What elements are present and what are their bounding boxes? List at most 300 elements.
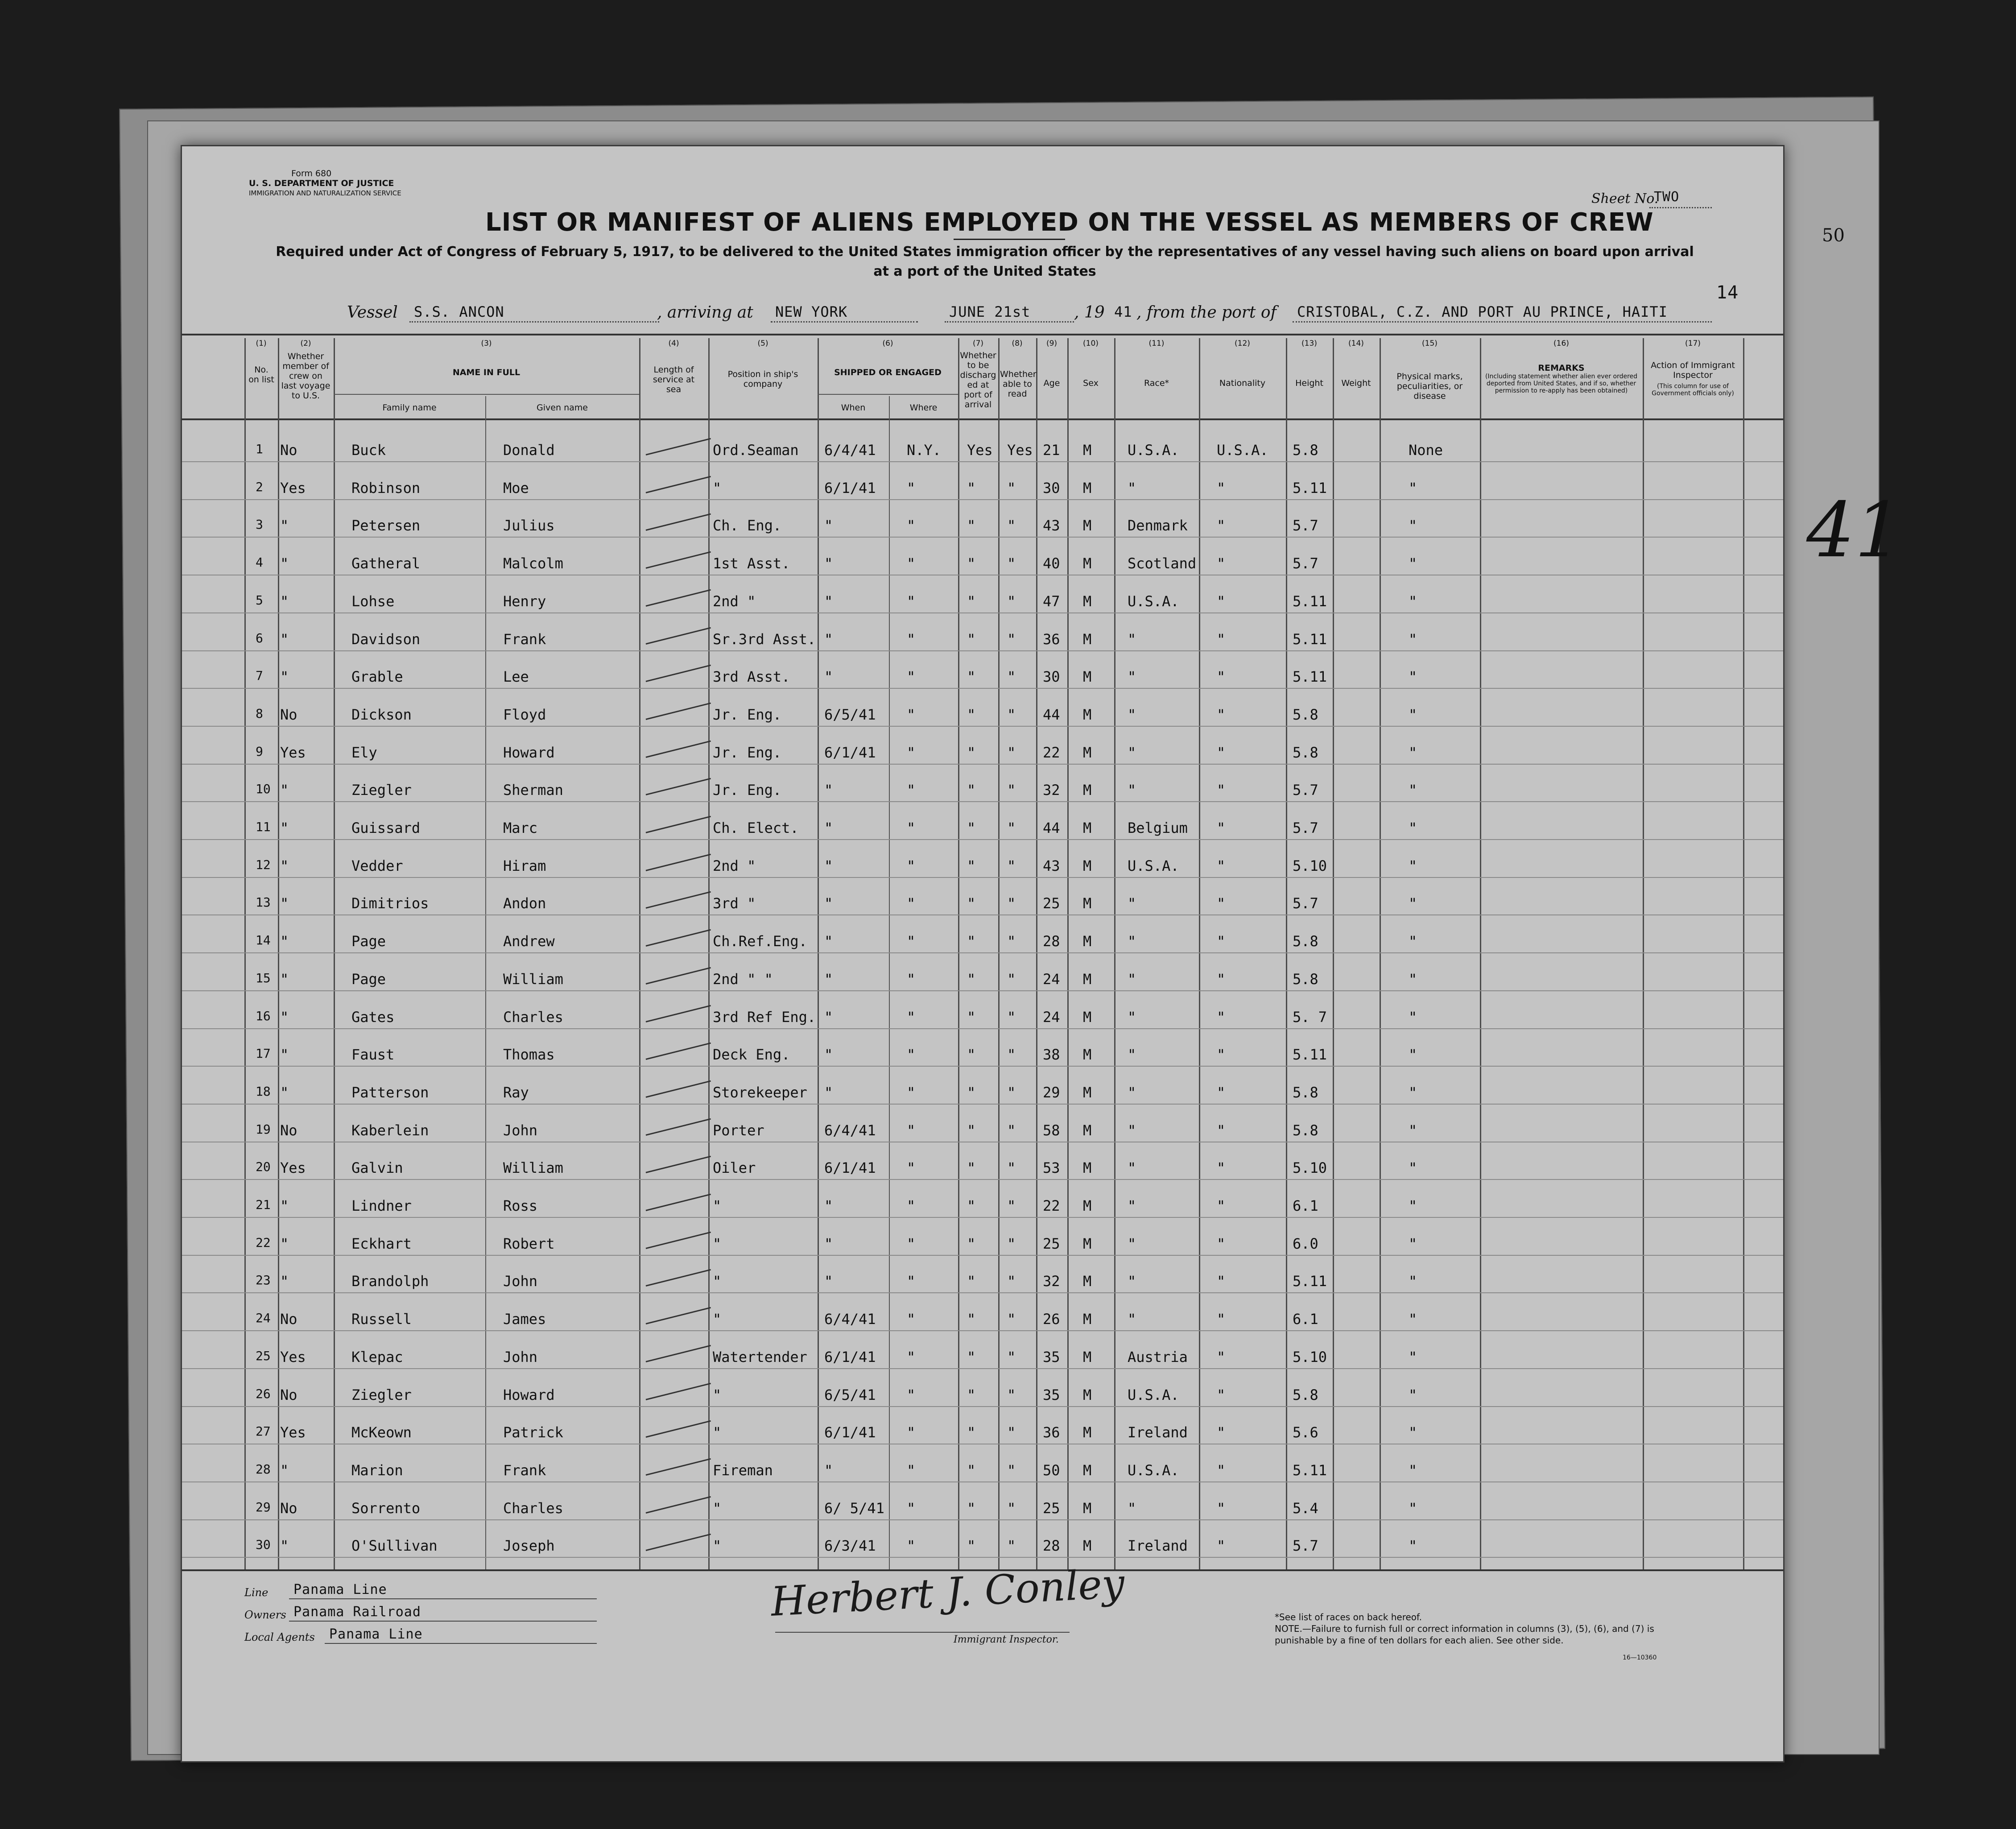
nationality: " <box>1217 1461 1226 1479</box>
col-rule <box>818 338 819 1569</box>
row-number: 20 <box>256 1159 271 1175</box>
crew-last-voyage: " <box>280 819 289 836</box>
given-name: William <box>503 1159 563 1177</box>
family-name: Galvin <box>351 1159 403 1177</box>
given-name: Ray <box>503 1084 529 1101</box>
nationality: " <box>1217 1159 1226 1177</box>
shipped-when: 6/ 5/41 <box>824 1499 884 1517</box>
able-to-read: " <box>1007 1235 1016 1252</box>
agents-value: Panama Line <box>329 1626 423 1642</box>
row-rule <box>182 1217 1783 1218</box>
race: " <box>1128 1046 1136 1063</box>
to-be-discharged: " <box>967 1348 976 1366</box>
race: " <box>1128 1121 1136 1139</box>
position: 3rd Asst. <box>713 668 790 686</box>
service-tick-mark <box>646 627 711 644</box>
shipped-where: " <box>907 479 916 497</box>
shipped-where: " <box>907 857 916 874</box>
able-to-read: " <box>1007 1537 1016 1555</box>
sex: M <box>1083 1348 1092 1366</box>
shipped-when: 6/1/41 <box>824 479 876 497</box>
shipped-where: " <box>907 819 916 836</box>
to-be-discharged: " <box>967 630 976 648</box>
height: 5.10 <box>1293 1159 1327 1177</box>
to-be-discharged: " <box>967 592 976 610</box>
given-name: Charles <box>503 1499 563 1517</box>
col-rule <box>1743 338 1744 1569</box>
family-name: Marion <box>351 1461 403 1479</box>
col-num-2: (2) <box>300 339 311 348</box>
physical-marks: " <box>1409 592 1417 610</box>
race: Austria <box>1128 1348 1188 1366</box>
race: " <box>1128 1197 1136 1214</box>
given-name: John <box>503 1348 538 1366</box>
shipped-where: " <box>907 706 916 723</box>
to-be-discharged: " <box>967 1499 976 1517</box>
sex: M <box>1083 1499 1092 1517</box>
col-rule <box>1333 338 1334 1569</box>
nationality: " <box>1217 1121 1226 1139</box>
service-tick-mark <box>646 438 711 455</box>
row-number: 6 <box>256 630 263 646</box>
col-rule <box>639 338 640 1569</box>
able-to-read: " <box>1007 630 1016 648</box>
row-number: 10 <box>256 782 271 797</box>
age: 29 <box>1043 1084 1060 1101</box>
age: 35 <box>1043 1348 1060 1366</box>
position: 2nd " <box>713 857 756 874</box>
height: 5.4 <box>1293 1499 1318 1517</box>
shipped-when: " <box>824 895 833 912</box>
sex: M <box>1083 442 1092 459</box>
service-tick-mark <box>646 1534 711 1551</box>
service-tick-mark <box>646 476 711 493</box>
race: " <box>1128 970 1136 988</box>
nationality: " <box>1217 895 1226 912</box>
given-name: Moe <box>503 479 529 497</box>
col-header-9: Age <box>1043 378 1060 388</box>
shipped-when: " <box>824 1008 833 1026</box>
to-be-discharged: " <box>967 668 976 686</box>
position: " <box>713 1197 722 1214</box>
col-header-11: Race* <box>1144 378 1169 388</box>
where-subheader: Where <box>909 403 938 413</box>
physical-marks: " <box>1409 1273 1417 1290</box>
shipped-where: " <box>907 592 916 610</box>
height: 5.8 <box>1293 442 1318 459</box>
physical-marks: " <box>1409 1499 1417 1517</box>
physical-marks: " <box>1409 706 1417 723</box>
able-to-read: " <box>1007 933 1016 950</box>
shipped-where: " <box>907 1159 916 1177</box>
shipped-when: " <box>824 1273 833 1290</box>
shipped-when: " <box>824 1235 833 1252</box>
position: " <box>713 1235 722 1252</box>
race: " <box>1128 1008 1136 1026</box>
crew-last-voyage: " <box>280 555 289 572</box>
crew-last-voyage: " <box>280 1461 289 1479</box>
shipped-where: " <box>907 1084 916 1101</box>
col-header-2: Whether member of crew on last voyage to U.S. <box>281 352 330 401</box>
col-num-14: (14) <box>1348 339 1364 348</box>
height: 5.10 <box>1293 1348 1327 1366</box>
row-number: 2 <box>256 479 263 494</box>
shipped-where: " <box>907 744 916 761</box>
row-rule <box>182 1292 1783 1293</box>
row-number: 22 <box>256 1235 271 1250</box>
family-name: Ziegler <box>351 782 412 799</box>
family-name: Ely <box>351 744 377 761</box>
height: 5.8 <box>1293 970 1318 988</box>
shipped-subdivider <box>889 396 890 1569</box>
able-to-read: Yes <box>1007 442 1033 459</box>
service-tick-mark <box>646 1420 711 1438</box>
family-name: Russell <box>351 1311 412 1328</box>
arrival-year: 41 <box>1114 303 1132 320</box>
service-tick-mark <box>646 589 711 607</box>
col-header-17: Action of Immigrant Inspector <box>1651 360 1735 380</box>
shipped-where: " <box>907 630 916 648</box>
row-number: 28 <box>256 1461 271 1477</box>
height: 5.11 <box>1293 1046 1327 1063</box>
race: " <box>1128 479 1136 497</box>
physical-marks: " <box>1409 630 1417 648</box>
able-to-read: " <box>1007 895 1016 912</box>
row-number: 16 <box>256 1008 271 1023</box>
able-to-read: " <box>1007 1197 1016 1214</box>
age: 24 <box>1043 970 1060 988</box>
able-to-read: " <box>1007 1121 1016 1139</box>
family-name: Davidson <box>351 630 421 648</box>
able-to-read: " <box>1007 1311 1016 1328</box>
age: 25 <box>1043 1235 1060 1252</box>
service-tick-mark <box>646 1005 711 1022</box>
shipped-when: " <box>824 1461 833 1479</box>
race: U.S.A. <box>1128 592 1179 610</box>
position: " <box>713 1311 722 1328</box>
sheet-value: TWO <box>1654 189 1680 205</box>
crew-last-voyage: No <box>280 1386 297 1403</box>
nationality: " <box>1217 933 1226 950</box>
to-be-discharged: " <box>967 1311 976 1328</box>
col-header-6: SHIPPED OR ENGAGED <box>834 368 942 377</box>
col-num-5: (5) <box>757 339 768 348</box>
page-subtitle: Required under Act of Congress of February 5, 1917, to be delivered to the United States immigration officer by the representatives of any vessel having such aliens on board upon arrival at a port of the United States <box>276 244 1694 279</box>
remarks-note: (Including statement whether alien ever ordered deported from United States, and if so, whether permission to re-apply has been obtained) <box>1485 373 1638 394</box>
given-name: William <box>503 970 563 988</box>
physical-marks: " <box>1409 1046 1417 1063</box>
shipped-where: " <box>907 1197 916 1214</box>
service-tick-mark <box>646 778 711 795</box>
arrival-date: JUNE 21st <box>949 303 1031 320</box>
shipped-where: " <box>907 1311 916 1328</box>
able-to-read: " <box>1007 857 1016 874</box>
race: U.S.A. <box>1128 857 1179 874</box>
when-subheader: When <box>841 403 866 413</box>
row-number: 12 <box>256 857 271 872</box>
row-rule <box>182 839 1783 840</box>
row-rule <box>182 461 1783 462</box>
able-to-read: " <box>1007 1084 1016 1101</box>
race: " <box>1128 630 1136 648</box>
position: " <box>713 1386 722 1403</box>
nationality: " <box>1217 592 1226 610</box>
row-number: 13 <box>256 895 271 910</box>
sex: M <box>1083 1197 1092 1214</box>
height: 5.11 <box>1293 668 1327 686</box>
sex: M <box>1083 479 1092 497</box>
position: " <box>713 1499 722 1517</box>
race: " <box>1128 933 1136 950</box>
table-header-rule <box>182 418 1783 420</box>
shipped-where: " <box>907 668 916 686</box>
height: 6.1 <box>1293 1311 1318 1328</box>
race: U.S.A. <box>1128 442 1179 459</box>
nationality: " <box>1217 1008 1226 1026</box>
nationality: " <box>1217 517 1226 534</box>
shipped-when: " <box>824 1084 833 1101</box>
row-number: 30 <box>256 1537 271 1552</box>
col-num-9: (9) <box>1046 339 1058 348</box>
race: Ireland <box>1128 1424 1188 1441</box>
sex: M <box>1083 857 1092 874</box>
to-be-discharged: " <box>967 1424 976 1441</box>
position: Jr. Eng. <box>713 706 782 723</box>
race: " <box>1128 1311 1136 1328</box>
service-tick-mark <box>646 1080 711 1098</box>
service: IMMIGRATION AND NATURALIZATION SERVICE <box>249 189 401 197</box>
races-note: *See list of races on back hereof. <box>1275 1612 1422 1622</box>
family-name: Eckhart <box>351 1235 412 1252</box>
age: 22 <box>1043 744 1060 761</box>
shipped-where: " <box>907 1273 916 1290</box>
year-prefix: , 19 <box>1074 303 1105 322</box>
date-underline <box>945 321 1074 323</box>
given-name: Patrick <box>503 1424 563 1441</box>
col-rule <box>998 338 1000 1569</box>
row-rule <box>182 990 1783 991</box>
position: Deck Eng. <box>713 1046 790 1063</box>
line-label: Line <box>244 1586 269 1599</box>
row-number: 29 <box>256 1499 271 1515</box>
col-rule <box>1036 338 1037 1569</box>
to-be-discharged: " <box>967 1159 976 1177</box>
race: " <box>1128 895 1136 912</box>
shipped-where: " <box>907 782 916 799</box>
col-header-4: Length of service at sea <box>653 365 695 394</box>
height: 5. 7 <box>1293 1008 1327 1026</box>
given-name: Howard <box>503 1386 555 1403</box>
shipped-when: 6/1/41 <box>824 1348 876 1366</box>
nationality: " <box>1217 970 1226 988</box>
col-header-1: No. on list <box>248 365 274 385</box>
physical-marks: " <box>1409 1386 1417 1403</box>
able-to-read: " <box>1007 1461 1016 1479</box>
from-port-underline <box>1293 321 1712 323</box>
family-name: Lohse <box>351 592 395 610</box>
position: 1st Asst. <box>713 555 790 572</box>
col-header-16: REMARKS <box>1538 363 1585 373</box>
crew-last-voyage: " <box>280 1273 289 1290</box>
race: " <box>1128 1084 1136 1101</box>
sex: M <box>1083 1311 1092 1328</box>
able-to-read: " <box>1007 479 1016 497</box>
position: " <box>713 479 722 497</box>
crew-last-voyage: Yes <box>280 479 306 497</box>
position: Porter <box>713 1121 764 1139</box>
able-to-read: " <box>1007 706 1016 723</box>
height: 5.8 <box>1293 744 1318 761</box>
shipped-when: " <box>824 782 833 799</box>
sex: M <box>1083 517 1092 534</box>
family-name-subheader: Family name <box>382 403 437 413</box>
age: 38 <box>1043 1046 1060 1063</box>
row-number: 17 <box>256 1046 271 1061</box>
col-num-11: (11) <box>1148 339 1165 348</box>
nationality: " <box>1217 1084 1226 1101</box>
position: 3rd Ref Eng. <box>713 1008 816 1026</box>
family-name: Page <box>351 970 386 988</box>
col-num-4: (4) <box>668 339 679 348</box>
age: 30 <box>1043 479 1060 497</box>
position: Storekeeper <box>713 1084 807 1101</box>
shipped-when: 6/1/41 <box>824 1424 876 1441</box>
shipped-where: " <box>907 1046 916 1063</box>
family-name: Kaberlein <box>351 1121 429 1139</box>
height: 5.11 <box>1293 479 1327 497</box>
able-to-read: " <box>1007 1046 1016 1063</box>
col-header-12: Nationality <box>1219 378 1266 388</box>
position: " <box>713 1537 722 1555</box>
col-header-3: NAME IN FULL <box>452 368 521 377</box>
col-rule <box>1067 338 1069 1569</box>
race: U.S.A. <box>1128 1386 1179 1403</box>
sex: M <box>1083 933 1092 950</box>
shipped-when: " <box>824 668 833 686</box>
shipped-when: 6/3/41 <box>824 1537 876 1555</box>
inspector-label: Immigrant Inspector. <box>954 1634 1059 1645</box>
height: 5.7 <box>1293 1537 1318 1555</box>
sex: M <box>1083 592 1092 610</box>
margin-annotation: 41 <box>1806 486 1903 575</box>
crew-last-voyage: " <box>280 517 289 534</box>
crew-last-voyage: " <box>280 1537 289 1555</box>
service-tick-mark <box>646 1269 711 1287</box>
col-rule <box>1114 338 1115 1569</box>
height: 5.7 <box>1293 555 1318 572</box>
row-number: 8 <box>256 706 263 721</box>
family-name: Faust <box>351 1046 395 1063</box>
height: 5.6 <box>1293 1424 1318 1441</box>
able-to-read: " <box>1007 1424 1016 1441</box>
race: " <box>1128 706 1136 723</box>
sex: M <box>1083 1461 1092 1479</box>
service-tick-mark <box>646 703 711 720</box>
shipped-when: " <box>824 819 833 836</box>
able-to-read: " <box>1007 819 1016 836</box>
position: Ch. Eng. <box>713 517 782 534</box>
height: 5.11 <box>1293 630 1327 648</box>
crew-last-voyage: Yes <box>280 744 306 761</box>
crew-last-voyage: " <box>280 1197 289 1214</box>
to-be-discharged: " <box>967 1386 976 1403</box>
nationality: " <box>1217 1386 1226 1403</box>
height: 5.10 <box>1293 857 1327 874</box>
position: Ch.Ref.Eng. <box>713 933 807 950</box>
race: " <box>1128 1159 1136 1177</box>
sex: M <box>1083 970 1092 988</box>
position: Oiler <box>713 1159 756 1177</box>
from-label: , from the port of <box>1136 303 1277 322</box>
service-tick-mark <box>646 665 711 682</box>
family-name: Ziegler <box>351 1386 412 1403</box>
sex: M <box>1083 555 1092 572</box>
col-num-17: (17) <box>1685 339 1701 348</box>
row-rule <box>182 537 1783 538</box>
from-port: CRISTOBAL, C.Z. AND PORT AU PRINCE, HAITI <box>1297 303 1668 320</box>
able-to-read: " <box>1007 592 1016 610</box>
row-rule <box>182 877 1783 878</box>
given-name: Thomas <box>503 1046 555 1063</box>
nationality: " <box>1217 857 1226 874</box>
age: 24 <box>1043 1008 1060 1026</box>
age: 43 <box>1043 517 1060 534</box>
physical-marks: " <box>1409 970 1417 988</box>
physical-marks: " <box>1409 819 1417 836</box>
col-rule <box>1380 338 1381 1569</box>
row-number: 25 <box>256 1348 271 1363</box>
to-be-discharged: " <box>967 1121 976 1139</box>
height: 5.7 <box>1293 819 1318 836</box>
able-to-read: " <box>1007 970 1016 988</box>
service-tick-mark <box>646 1231 711 1249</box>
family-name: Dickson <box>351 706 412 723</box>
row-rule <box>182 726 1783 727</box>
height: 5.8 <box>1293 1121 1318 1139</box>
row-number: 3 <box>256 517 263 532</box>
race: " <box>1128 744 1136 761</box>
crew-last-voyage: " <box>280 592 289 610</box>
crew-last-voyage: " <box>280 1235 289 1252</box>
table-top-rule <box>182 334 1783 335</box>
name-subdivider <box>485 396 486 1569</box>
shipped-when: " <box>824 933 833 950</box>
sex: M <box>1083 819 1092 836</box>
position: 2nd " " <box>713 970 773 988</box>
physical-marks: " <box>1409 782 1417 799</box>
row-rule <box>182 1481 1783 1482</box>
age: 40 <box>1043 555 1060 572</box>
row-number: 4 <box>256 555 263 570</box>
sex: M <box>1083 1159 1092 1177</box>
nationality: U.S.A. <box>1217 442 1268 459</box>
page-number: 14 <box>1716 282 1739 303</box>
row-number: 24 <box>256 1311 271 1326</box>
given-name: Ross <box>503 1197 538 1214</box>
position: Sr.3rd Asst. <box>713 630 816 648</box>
to-be-discharged: " <box>967 1084 976 1101</box>
position: Jr. Eng. <box>713 744 782 761</box>
service-tick-mark <box>646 1458 711 1476</box>
family-name: Brandolph <box>351 1273 429 1290</box>
nationality: " <box>1217 1046 1226 1063</box>
given-name: Donald <box>503 442 555 459</box>
physical-marks: " <box>1409 1461 1417 1479</box>
service-tick-mark <box>646 740 711 757</box>
shipped-where: " <box>907 555 916 572</box>
position: Ch. Elect. <box>713 819 799 836</box>
given-name: John <box>503 1121 538 1139</box>
